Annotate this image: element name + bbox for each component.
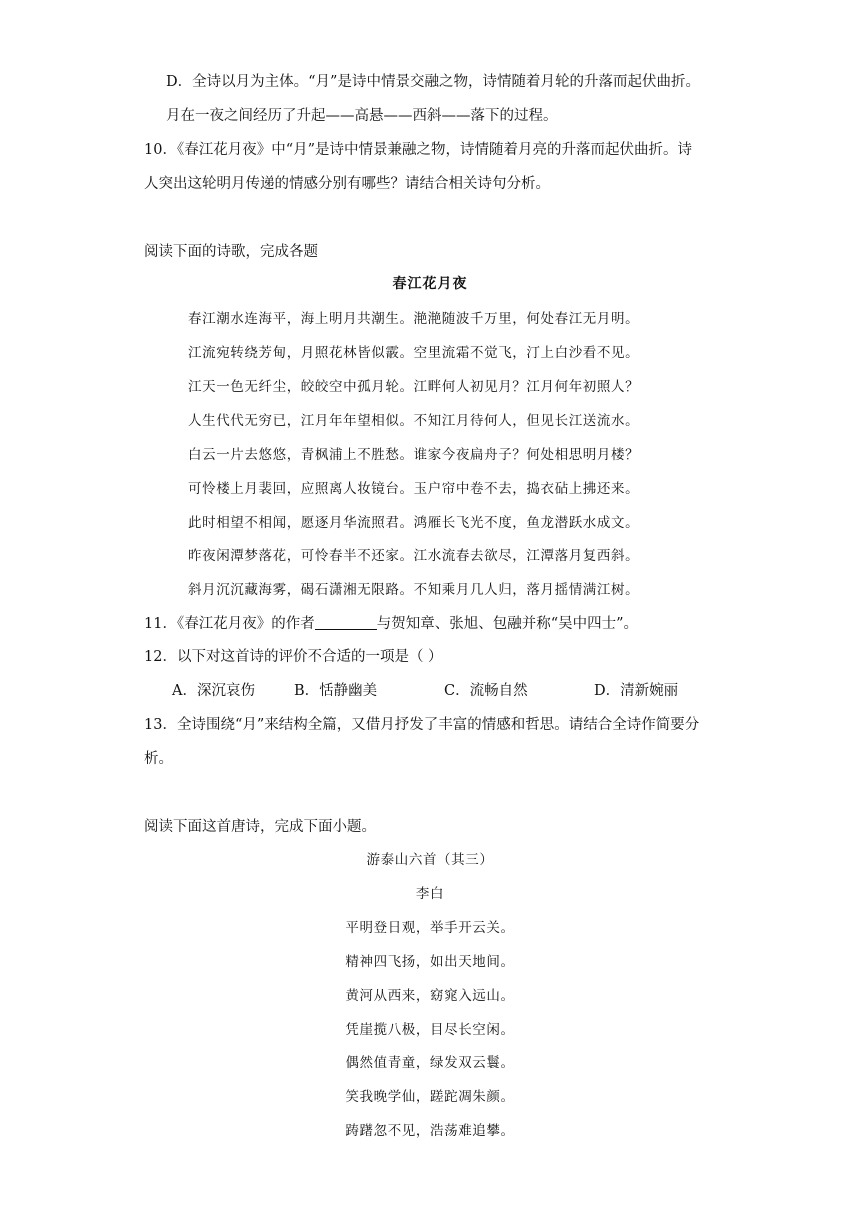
section2-poem-line: 江天一色无纤尘，皎皎空中孤月轮。江畔何人初见月？江月何年初照人？ bbox=[188, 379, 640, 395]
section2-poem-line: 人生代代无穷已，江月年年望相似。不知江月待何人，但见长江送流水。 bbox=[188, 413, 640, 429]
section3-poem-line: 黄河从西来，窈窕入远山。 bbox=[345, 988, 515, 1004]
section3-poem-line: 凭崖揽八极，目尽长空闲。 bbox=[345, 1022, 515, 1038]
q11-answer-blank[interactable] bbox=[315, 615, 377, 630]
q11-text-after: 与贺知章、张旭、包融并称“吴中四士”。 bbox=[376, 616, 639, 632]
q10-line2: 人突出这轮明月传递的情感分别有哪些？请结合相关诗句分析。 bbox=[144, 176, 550, 192]
q13-line1: 13．全诗围绕“月”来结构全篇，又借月抒发了丰富的情感和哲思。请结合全诗作简要分 bbox=[144, 717, 700, 733]
q12-option-c[interactable]: C．流畅自然 bbox=[444, 683, 528, 699]
section3-intro: 阅读下面这首唐诗，完成下面小题。 bbox=[144, 819, 376, 835]
section3-poem-author: 李白 bbox=[415, 886, 445, 902]
section2-intro: 阅读下面的诗歌，完成各题 bbox=[144, 244, 318, 260]
q13-line2: 析。 bbox=[144, 751, 173, 767]
q9-option-d-line1: D．全诗以月为主体。“月”是诗中情景交融之物，诗情随着月轮的升落而起伏曲折。 bbox=[166, 74, 700, 90]
q12: 12．以下对这首诗的评价不合适的一项是（ ） bbox=[144, 649, 443, 665]
section2-poem-line: 江流宛转绕芳甸，月照花林皆似霰。空里流霜不觉飞，汀上白沙看不见。 bbox=[188, 345, 640, 361]
section3-poem-line: 踌躇忽不见，浩荡难追攀。 bbox=[345, 1123, 515, 1139]
section2-poem-line: 此时相望不相闻，愿逐月华流照君。鸿雁长飞光不度，鱼龙潜跃水成文。 bbox=[188, 515, 640, 531]
section2-poem-line: 春江潮水连海平，海上明月共潮生。滟滟随波千万里，何处春江无月明。 bbox=[188, 311, 640, 327]
q10-line1: 10．《春江花月夜》中“月”是诗中情景兼融之物，诗情随着月亮的升落而起伏曲折。诗 bbox=[144, 142, 693, 158]
q12-option-b[interactable]: B．恬静幽美 bbox=[294, 683, 378, 699]
section2-poem-line: 可怜楼上月裴回，应照离人妆镜台。玉户帘中卷不去，捣衣砧上拂还来。 bbox=[188, 481, 640, 497]
section3-poem-line: 偶然值青童，绿发双云鬟。 bbox=[345, 1055, 515, 1071]
section2-poem-line: 昨夜闲潭梦落花，可怜春半不还家。江水流春去欲尽，江潭落月复西斜。 bbox=[188, 548, 640, 564]
section2-poem-line: 白云一片去悠悠，青枫浦上不胜愁。谁家今夜扁舟子？何处相思明月楼？ bbox=[188, 447, 640, 463]
section3-poem-line: 精神四飞扬，如出天地间。 bbox=[345, 954, 515, 970]
q11-text-before: 11．《春江花月夜》的作者 bbox=[144, 616, 315, 632]
q12-option-a[interactable]: A．深沉哀伤 bbox=[172, 683, 255, 699]
section2-poem-line: 斜月沉沉藏海雾，碣石潇湘无限路。不知乘月几人归，落月摇情满江树。 bbox=[188, 582, 640, 598]
section3-poem-line: 笑我晚学仙，蹉跎凋朱颜。 bbox=[345, 1089, 515, 1105]
q9-option-d-line2: 月在一夜之间经历了升起——高悬——西斜——落下的过程。 bbox=[166, 108, 558, 124]
section2-poem-title: 春江花月夜 bbox=[392, 276, 468, 292]
q11 bbox=[144, 614, 638, 634]
q12-option-d[interactable]: D．清新婉丽 bbox=[594, 683, 679, 699]
section3-poem-line: 平明登日观，举手开云关。 bbox=[345, 920, 515, 936]
section3-poem-title: 游泰山六首（其三） bbox=[366, 852, 494, 868]
